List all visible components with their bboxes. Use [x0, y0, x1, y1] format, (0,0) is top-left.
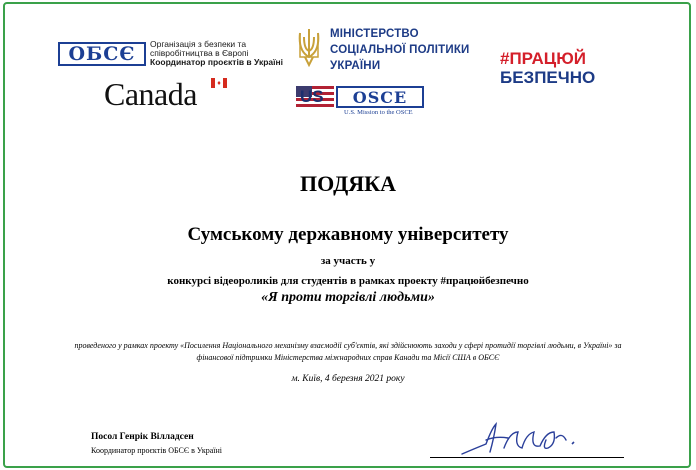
us-mark: US [300, 87, 324, 106]
campaign-logo [500, 49, 595, 87]
campaign-line1: #ПРАЦЮЙ [500, 49, 586, 68]
trident-icon [296, 27, 322, 67]
issue-date: м. Київ, 4 березня 2021 року [291, 374, 405, 384]
canada-wordmark: Canada [104, 76, 197, 112]
recipient-name: Сумському державному університету [187, 224, 509, 245]
osce-logo [58, 40, 283, 67]
osce-caption-line3: Координатор проєктів в Україні [150, 57, 284, 67]
signer-role: Координатор проєктів ОБСЄ в Україні [91, 446, 223, 455]
signature-line [430, 457, 624, 458]
contest-description: конкурсі відеороликів для студентів в рамках проекту #працюйбезпечно [167, 275, 529, 287]
us-flag-icon [296, 86, 334, 108]
project-note: проведеного у рамках проекту «Посилення Національного механізму взаємодії суб'єктів, які здійснюють заходи у сфері протидії торгівлі людьми, в Україні» за фінансової підтримки Міністерства міжнародних справ Канади та Місії США в ОБСЄ [74, 341, 622, 362]
osce-logo-mark [58, 42, 146, 66]
us-osce-mark-text: OSCE [352, 87, 408, 107]
ministry-logo [330, 26, 470, 74]
certificate-title: ПОДЯКА [300, 171, 396, 196]
ministry-line1: МІНІСТЕРСТВО [330, 28, 419, 40]
ministry-line3: УКРАЇНИ [330, 60, 381, 72]
osce-logo-mark-text: ОБСЄ [68, 42, 136, 65]
canada-flag-icon: ♦ [211, 78, 227, 88]
us-mission-caption: U.S. Mission to the OSCE [344, 109, 413, 116]
ministry-line2: СОЦІАЛЬНОЇ ПОЛІТИКИ [330, 44, 470, 56]
osce-caption-line1: Організація з безпеки та [150, 39, 247, 49]
campaign-line2: БЕЗПЕЧНО [500, 68, 596, 87]
osce-caption-line2: співробітництва в Європі [150, 48, 249, 58]
signer-name: Посол Генрік Вілладсен [91, 432, 194, 442]
osce-logo-caption [150, 40, 283, 67]
handwritten-signature [456, 418, 586, 462]
contest-title: «Я проти торгівлі людьми» [261, 290, 435, 305]
participation-text: за участь у [320, 255, 376, 267]
us-osce-mark [336, 86, 424, 108]
us-osce-logo [296, 86, 424, 108]
